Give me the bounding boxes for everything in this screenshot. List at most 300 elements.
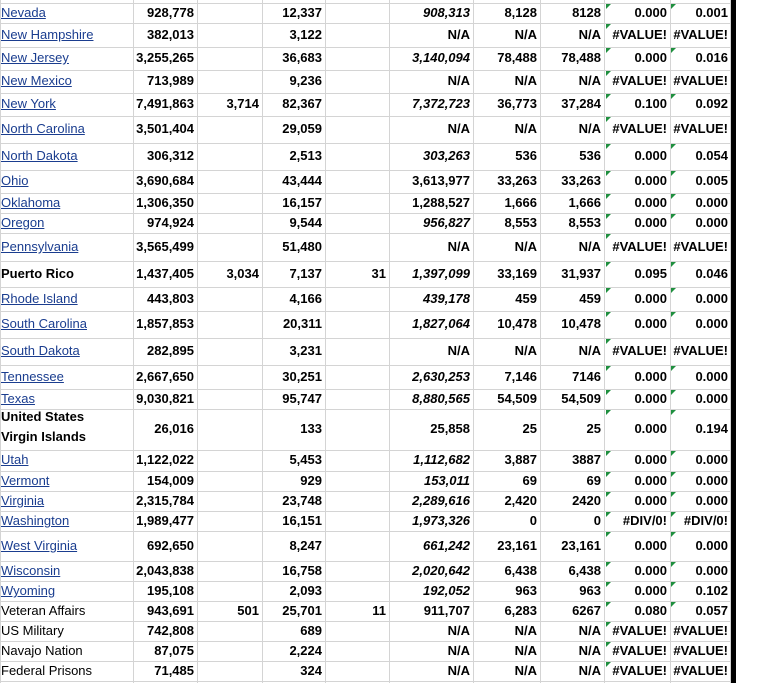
cell-c7[interactable]: 8128 — [572, 5, 601, 20]
cell-c5[interactable]: 25,858 — [430, 421, 470, 436]
cell-c3[interactable]: 36,683 — [282, 50, 322, 65]
cell-c1[interactable]: 2,667,650 — [136, 369, 194, 384]
row-gridline — [0, 70, 730, 71]
row-label[interactable]: Tennessee — [1, 369, 64, 384]
row-label: United States Virgin Islands — [1, 409, 87, 444]
cell-c8[interactable]: 0.000 — [634, 538, 667, 553]
cell-c8[interactable]: 0.000 — [634, 195, 667, 210]
cell-c9[interactable]: 0.000 — [695, 291, 728, 306]
cell-c7[interactable]: 31,937 — [561, 266, 601, 281]
cell-c3[interactable]: 2,224 — [289, 643, 322, 658]
cell-c5[interactable]: 192,052 — [423, 583, 470, 598]
cell-c8[interactable]: 0.000 — [634, 215, 667, 230]
cell-c9[interactable]: 0.000 — [695, 538, 728, 553]
error-indicator-icon — [671, 144, 676, 149]
cell-c6[interactable]: 69 — [522, 473, 537, 488]
cell-c6[interactable]: N/A — [514, 27, 537, 42]
cell-c3[interactable]: 2,513 — [289, 148, 322, 163]
cell-c9[interactable]: #VALUE! — [673, 121, 728, 136]
error-indicator-icon — [671, 94, 676, 99]
row-label[interactable]: West Virginia — [1, 538, 78, 553]
cell-c1[interactable]: 943,691 — [147, 603, 194, 618]
row-label[interactable]: Oklahoma — [1, 195, 61, 210]
cell-c1[interactable]: 382,013 — [147, 27, 194, 42]
cell-c7[interactable]: 8,553 — [568, 215, 601, 230]
row-gridline — [0, 3, 730, 4]
cell-c1[interactable]: 2,043,838 — [136, 563, 194, 578]
cell-c3[interactable]: 4,166 — [289, 291, 322, 306]
row-label[interactable]: Washington — [1, 513, 70, 528]
row-label[interactable]: New Hampshire — [1, 27, 94, 42]
cell-c3[interactable]: 133 — [300, 421, 322, 436]
row-label[interactable]: Texas — [1, 391, 35, 406]
cell-c9[interactable]: 0.046 — [695, 266, 728, 281]
cell-c2[interactable]: 3,714 — [226, 96, 259, 111]
cell-c1[interactable]: 1,989,477 — [136, 513, 194, 528]
row-gridline — [0, 641, 730, 642]
row-gridline — [0, 23, 730, 24]
cell-c8[interactable]: #VALUE! — [612, 239, 667, 254]
cell-c3[interactable]: 7,137 — [289, 266, 322, 281]
cell-c6[interactable]: 54,509 — [497, 391, 537, 406]
cell-c8[interactable]: 0.080 — [634, 603, 667, 618]
cell-c7[interactable]: 6267 — [572, 603, 601, 618]
error-indicator-icon — [606, 144, 611, 149]
cell-c3[interactable]: 16,151 — [282, 513, 322, 528]
cell-c6[interactable]: N/A — [514, 623, 537, 638]
error-indicator-icon — [606, 512, 611, 517]
cell-c7[interactable]: 10,478 — [561, 316, 601, 331]
row-gridline — [0, 681, 730, 682]
cell-c6[interactable]: 0 — [529, 513, 537, 528]
error-indicator-icon — [671, 366, 676, 371]
cell-c1[interactable]: 7,491,863 — [136, 96, 194, 111]
row-gridline — [0, 561, 730, 562]
cell-c9[interactable]: 0.000 — [695, 195, 728, 210]
error-indicator-icon — [671, 171, 676, 176]
row-label[interactable]: Wisconsin — [1, 563, 61, 578]
cell-c9[interactable]: 0.092 — [695, 96, 728, 111]
cell-c6[interactable]: 459 — [515, 291, 537, 306]
cell-c9[interactable]: 0.000 — [695, 563, 728, 578]
cell-c1[interactable]: 87,075 — [154, 643, 194, 658]
error-indicator-icon — [606, 622, 611, 627]
cell-c7[interactable]: N/A — [578, 663, 601, 678]
cell-c5[interactable]: 661,242 — [423, 538, 470, 553]
cell-c3[interactable]: 12,337 — [282, 5, 322, 20]
cell-c7[interactable]: N/A — [578, 121, 601, 136]
cell-c6[interactable]: 36,773 — [497, 96, 537, 111]
cell-c8[interactable]: 0.000 — [634, 391, 667, 406]
cell-c6[interactable]: N/A — [514, 73, 537, 88]
error-indicator-icon — [606, 234, 611, 239]
cell-c6[interactable]: N/A — [514, 239, 537, 254]
cell-c3[interactable]: 9,544 — [289, 215, 322, 230]
error-indicator-icon — [671, 410, 676, 415]
cell-c9[interactable]: #VALUE! — [673, 73, 728, 88]
cell-c6[interactable]: 963 — [515, 583, 537, 598]
cell-c5[interactable]: 1,288,527 — [412, 195, 470, 210]
cell-c9[interactable]: #VALUE! — [673, 623, 728, 638]
error-indicator-icon — [671, 4, 676, 9]
cell-c1[interactable]: 3,565,499 — [136, 239, 194, 254]
cell-c8[interactable]: 0.000 — [634, 173, 667, 188]
row-gridline — [0, 531, 730, 532]
cell-c3[interactable]: 95,747 — [282, 391, 322, 406]
cell-c3[interactable]: 3,231 — [289, 343, 322, 358]
cell-c1[interactable]: 1,122,022 — [136, 452, 194, 467]
cell-c7[interactable]: 963 — [579, 583, 601, 598]
cell-c9[interactable]: #DIV/0! — [683, 513, 728, 528]
row-gridline — [0, 287, 730, 288]
cell-c8[interactable]: 0.000 — [634, 148, 667, 163]
row-gridline — [0, 389, 730, 390]
cell-c5[interactable]: 1,973,326 — [412, 513, 470, 528]
error-indicator-icon — [606, 262, 611, 267]
cell-c8[interactable]: #VALUE! — [612, 643, 667, 658]
cell-c5[interactable]: N/A — [447, 27, 470, 42]
row-gridline — [0, 661, 730, 662]
cell-c3[interactable]: 8,247 — [289, 538, 322, 553]
cell-c5[interactable]: 2,020,642 — [412, 563, 470, 578]
cell-c1[interactable]: 3,690,684 — [136, 173, 194, 188]
row-label[interactable]: Oregon — [1, 215, 45, 230]
cell-c4[interactable]: 31 — [371, 266, 386, 281]
cell-c3[interactable]: 25,701 — [282, 603, 322, 618]
cell-c6[interactable]: N/A — [514, 663, 537, 678]
cell-c8[interactable]: 0.100 — [634, 96, 667, 111]
error-indicator-icon — [671, 48, 676, 53]
cell-c6[interactable]: 25 — [522, 421, 537, 436]
cell-c1[interactable]: 71,485 — [154, 663, 194, 678]
cell-c5[interactable]: 2,630,253 — [412, 369, 470, 384]
cell-c9[interactable]: 0.194 — [695, 421, 728, 436]
cell-c9[interactable]: #VALUE! — [673, 643, 728, 658]
cell-c6[interactable]: 10,478 — [497, 316, 537, 331]
cell-c3[interactable]: 9,236 — [289, 73, 322, 88]
cell-c1[interactable]: 692,650 — [147, 538, 194, 553]
row-gridline — [0, 233, 730, 234]
cell-c8[interactable]: #VALUE! — [612, 663, 667, 678]
error-indicator-icon — [671, 602, 676, 607]
cell-c3[interactable]: 16,758 — [282, 563, 322, 578]
cell-c7[interactable]: 37,284 — [561, 96, 601, 111]
cell-c6[interactable]: 2,420 — [504, 493, 537, 508]
cell-c5[interactable]: 1,397,099 — [412, 266, 470, 281]
cell-c5[interactable]: N/A — [447, 343, 470, 358]
row-gridline — [0, 601, 730, 602]
cell-c1[interactable]: 1,857,853 — [136, 316, 194, 331]
cell-c6[interactable]: 3,887 — [504, 452, 537, 467]
cell-c6[interactable]: 7,146 — [504, 369, 537, 384]
row-label[interactable]: Ohio — [1, 173, 29, 188]
cell-c9[interactable]: 0.102 — [695, 583, 728, 598]
cell-c1[interactable]: 26,016 — [154, 421, 194, 436]
cell-c9[interactable]: 0.054 — [695, 148, 728, 163]
error-indicator-icon — [606, 117, 611, 122]
error-indicator-icon — [606, 71, 611, 76]
cell-c5[interactable]: 3,613,977 — [412, 173, 470, 188]
cell-c7[interactable]: 536 — [579, 148, 601, 163]
row-label: Puerto Rico — [1, 266, 74, 281]
error-indicator-icon — [606, 492, 611, 497]
cell-c7[interactable]: N/A — [578, 73, 601, 88]
row-label[interactable]: South Carolina — [1, 316, 87, 331]
cell-c3[interactable]: 30,251 — [282, 369, 322, 384]
cell-c7[interactable]: 25 — [586, 421, 601, 436]
error-indicator-icon — [606, 582, 611, 587]
error-indicator-icon — [606, 94, 611, 99]
cell-c3[interactable]: 29,059 — [282, 121, 322, 136]
cell-c3[interactable]: 929 — [300, 473, 322, 488]
frozen-pane-divider — [731, 0, 736, 683]
cell-c1[interactable]: 195,108 — [147, 583, 194, 598]
row-label[interactable]: North Dakota — [1, 148, 78, 163]
cell-c7[interactable]: 6,438 — [568, 563, 601, 578]
cell-c1[interactable]: 1,306,350 — [136, 195, 194, 210]
cell-c7[interactable]: 69 — [586, 473, 601, 488]
error-indicator-icon — [671, 194, 676, 199]
error-indicator-icon — [671, 214, 676, 219]
row-label[interactable]: Nevada — [1, 5, 46, 20]
cell-c4[interactable]: 11 — [372, 603, 386, 618]
error-indicator-icon — [606, 602, 611, 607]
cell-c5[interactable]: N/A — [447, 121, 470, 136]
row-label[interactable]: Utah — [1, 452, 29, 467]
cell-c7[interactable]: 33,263 — [561, 173, 601, 188]
cell-c8[interactable]: #VALUE! — [612, 343, 667, 358]
row-label: Federal Prisons — [1, 663, 93, 678]
cell-c9[interactable]: 0.005 — [695, 173, 728, 188]
error-indicator-icon — [671, 390, 676, 395]
cell-c1[interactable]: 3,255,265 — [136, 50, 194, 65]
cell-c6[interactable]: 1,666 — [504, 195, 537, 210]
cell-c1[interactable]: 9,030,821 — [136, 391, 194, 406]
cell-c8[interactable]: #VALUE! — [612, 27, 667, 42]
row-label[interactable]: New Mexico — [1, 73, 72, 88]
cell-c8[interactable]: 0.000 — [634, 563, 667, 578]
error-indicator-icon — [606, 532, 611, 537]
cell-c5[interactable]: 303,263 — [423, 148, 470, 163]
cell-c6[interactable]: 6,283 — [504, 603, 537, 618]
row-label[interactable]: New Jersey — [1, 50, 69, 65]
cell-c9[interactable]: #VALUE! — [673, 663, 728, 678]
cell-c6[interactable]: N/A — [514, 643, 537, 658]
cell-c8[interactable]: 0.000 — [634, 5, 667, 20]
cell-c9[interactable]: 0.000 — [695, 493, 728, 508]
cell-c7[interactable]: 7146 — [572, 369, 601, 384]
error-indicator-icon — [606, 48, 611, 53]
cell-c1[interactable]: 742,808 — [147, 623, 194, 638]
cell-c3[interactable]: 23,748 — [282, 493, 322, 508]
error-indicator-icon — [671, 562, 676, 567]
cell-c8[interactable]: 0.000 — [634, 452, 667, 467]
cell-c6[interactable]: N/A — [514, 343, 537, 358]
cell-c7[interactable]: 2420 — [572, 493, 601, 508]
cell-c3[interactable]: 689 — [300, 623, 322, 638]
row-gridline — [0, 338, 730, 339]
cell-c7[interactable]: N/A — [578, 343, 601, 358]
cell-c8[interactable]: 0.000 — [634, 493, 667, 508]
row-label[interactable]: South Dakota — [1, 343, 80, 358]
cell-c8[interactable]: #VALUE! — [612, 121, 667, 136]
cell-c5[interactable]: N/A — [447, 239, 470, 254]
row-gridline — [0, 143, 730, 144]
cell-c9[interactable]: 0.000 — [695, 369, 728, 384]
cell-c5[interactable]: 956,827 — [423, 215, 470, 230]
cell-c9[interactable]: #VALUE! — [673, 343, 728, 358]
error-indicator-icon — [606, 562, 611, 567]
cell-c5[interactable]: N/A — [447, 73, 470, 88]
cell-c1[interactable]: 2,315,784 — [136, 493, 194, 508]
cell-c6[interactable]: 8,128 — [504, 5, 537, 20]
cell-c7[interactable]: N/A — [578, 239, 601, 254]
row-label[interactable]: Wyoming — [1, 583, 56, 598]
cell-c5[interactable]: 1,112,682 — [413, 452, 470, 467]
row-gridline — [0, 93, 730, 94]
row-gridline — [0, 450, 730, 451]
row-gridline — [0, 511, 730, 512]
cell-c5[interactable]: 2,289,616 — [412, 493, 470, 508]
error-indicator-icon — [606, 214, 611, 219]
row-gridline — [0, 581, 730, 582]
cell-c6[interactable]: 8,553 — [504, 215, 537, 230]
cell-c1[interactable]: 928,778 — [147, 5, 194, 20]
cell-c9[interactable]: 0.000 — [695, 452, 728, 467]
cell-c2[interactable]: 501 — [237, 603, 259, 618]
error-indicator-icon — [606, 410, 611, 415]
row-label[interactable]: Pennsylvania — [1, 239, 79, 254]
cell-c9[interactable]: 0.001 — [695, 5, 728, 20]
cell-c6[interactable]: 33,169 — [497, 266, 537, 281]
cell-c5[interactable]: 153,011 — [423, 473, 470, 488]
error-indicator-icon — [671, 492, 676, 497]
cell-c8[interactable]: 0.000 — [634, 583, 667, 598]
row-gridline — [0, 621, 730, 622]
cell-c3[interactable]: 324 — [300, 663, 322, 678]
row-label[interactable]: Vermont — [1, 473, 50, 488]
cell-c1[interactable]: 443,803 — [147, 291, 194, 306]
cell-c5[interactable]: 8,880,565 — [412, 391, 470, 406]
error-indicator-icon — [606, 366, 611, 371]
cell-c8[interactable]: #VALUE! — [612, 623, 667, 638]
error-indicator-icon — [671, 288, 676, 293]
cell-c7[interactable]: 1,666 — [568, 195, 601, 210]
cell-c2[interactable]: 3,034 — [226, 266, 259, 281]
cell-c9[interactable]: #VALUE! — [673, 239, 728, 254]
cell-c8[interactable]: 0.000 — [634, 421, 667, 436]
cell-c9[interactable]: 0.057 — [695, 603, 728, 618]
row-label: Veteran Affairs — [1, 603, 86, 618]
row-label[interactable]: New York — [1, 96, 56, 111]
error-indicator-icon — [606, 171, 611, 176]
cell-c5[interactable]: 1,827,064 — [412, 316, 470, 331]
cell-c9[interactable]: 0.016 — [695, 50, 728, 65]
cell-c8[interactable]: 0.000 — [634, 291, 667, 306]
cell-c7[interactable]: 459 — [579, 291, 601, 306]
cell-c9[interactable]: #VALUE! — [673, 27, 728, 42]
cell-c6[interactable]: 23,161 — [497, 538, 537, 553]
row-label: US Military — [1, 623, 64, 638]
row-gridline — [0, 213, 730, 214]
cell-c7[interactable]: 23,161 — [561, 538, 601, 553]
row-label[interactable]: North Carolina — [1, 121, 85, 136]
cell-c7[interactable]: 78,488 — [561, 50, 601, 65]
row-gridline — [0, 471, 730, 472]
cell-c1[interactable]: 306,312 — [147, 148, 194, 163]
cell-c3[interactable]: 3,122 — [289, 27, 322, 42]
row-gridline — [0, 170, 730, 171]
row-gridline — [0, 47, 730, 48]
cell-c5[interactable]: 911,707 — [423, 603, 470, 618]
cell-c8[interactable]: 0.000 — [634, 473, 667, 488]
cell-c9[interactable]: 0.000 — [695, 316, 728, 331]
cell-c1[interactable]: 3,501,404 — [136, 121, 194, 136]
cell-c5[interactable]: N/A — [447, 623, 470, 638]
error-indicator-icon — [671, 532, 676, 537]
cell-c9[interactable]: 0.000 — [695, 215, 728, 230]
cell-c5[interactable]: N/A — [447, 643, 470, 658]
cell-c1[interactable]: 282,895 — [147, 343, 194, 358]
cell-c8[interactable]: 0.000 — [634, 369, 667, 384]
cell-c5[interactable]: 908,313 — [423, 5, 470, 20]
cell-c3[interactable]: 16,157 — [282, 195, 322, 210]
cell-c5[interactable]: N/A — [447, 663, 470, 678]
cell-c8[interactable]: #DIV/0! — [622, 513, 667, 528]
cell-c1[interactable]: 1,437,405 — [136, 266, 194, 281]
cell-c8[interactable]: 0.000 — [634, 50, 667, 65]
cell-c1[interactable]: 713,989 — [147, 73, 194, 88]
cell-c3[interactable]: 2,093 — [289, 583, 322, 598]
row-gridline — [0, 311, 730, 312]
error-indicator-icon — [671, 512, 676, 517]
cell-c9[interactable]: 0.000 — [695, 391, 728, 406]
cell-c6[interactable]: 536 — [515, 148, 537, 163]
cell-c1[interactable]: 154,009 — [147, 473, 194, 488]
cell-c8[interactable]: 0.000 — [634, 316, 667, 331]
cell-c9[interactable]: 0.000 — [695, 473, 728, 488]
cell-c6[interactable]: 6,438 — [504, 563, 537, 578]
cell-c5[interactable]: 3,140,094 — [412, 50, 470, 65]
cell-c3[interactable]: 82,367 — [282, 96, 322, 111]
cell-c6[interactable]: 33,263 — [497, 173, 537, 188]
cell-c3[interactable]: 5,453 — [289, 452, 322, 467]
cell-c5[interactable]: 439,178 — [423, 291, 470, 306]
cell-c3[interactable]: 43,444 — [282, 173, 322, 188]
cell-c7[interactable]: 3887 — [572, 452, 601, 467]
error-indicator-icon — [671, 472, 676, 477]
cell-c5[interactable]: 7,372,723 — [412, 96, 470, 111]
cell-c1[interactable]: 974,924 — [147, 215, 194, 230]
cell-c7[interactable]: 54,509 — [561, 391, 601, 406]
cell-c7[interactable]: N/A — [578, 623, 601, 638]
cell-c6[interactable]: 78,488 — [497, 50, 537, 65]
error-indicator-icon — [606, 194, 611, 199]
cell-c3[interactable]: 20,311 — [282, 316, 322, 331]
row-label[interactable]: Virginia — [1, 493, 45, 508]
cell-c7[interactable]: N/A — [578, 27, 601, 42]
cell-c7[interactable]: N/A — [578, 643, 601, 658]
row-gridline — [0, 261, 730, 262]
cell-c6[interactable]: N/A — [514, 121, 537, 136]
cell-c8[interactable]: 0.095 — [634, 266, 667, 281]
cell-c8[interactable]: #VALUE! — [612, 73, 667, 88]
cell-c3[interactable]: 51,480 — [282, 239, 322, 254]
error-indicator-icon — [671, 582, 676, 587]
row-gridline — [0, 365, 730, 366]
row-label[interactable]: Rhode Island — [1, 291, 78, 306]
cell-c7[interactable]: 0 — [593, 513, 601, 528]
